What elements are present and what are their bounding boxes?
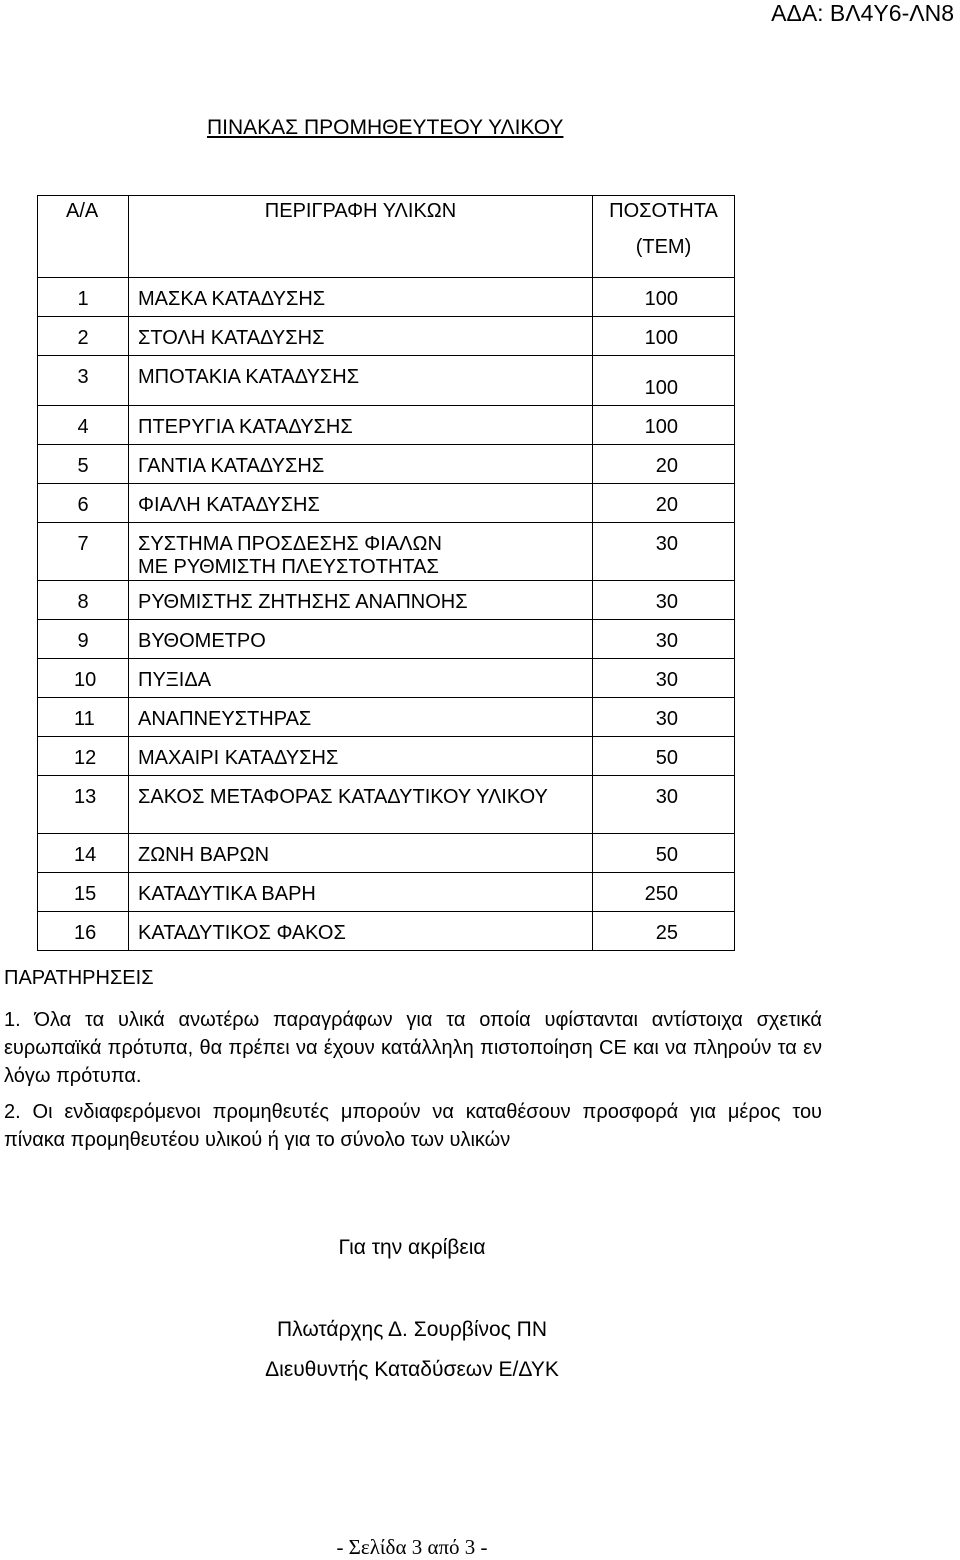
table-row bbox=[38, 356, 735, 406]
row-quantity: 30 bbox=[593, 698, 735, 737]
row-quantity: 100 bbox=[593, 356, 735, 406]
row-number: 1 bbox=[38, 278, 129, 317]
row-number: 16 bbox=[38, 912, 129, 951]
row-description: ΑΝΑΠΝΕΥΣΤΗΡΑΣ bbox=[129, 698, 593, 737]
row-quantity: 30 bbox=[593, 776, 735, 834]
row-description: ΣΑΚΟΣ ΜΕΤΑΦΟΡΑΣ ΚΑΤΑΔΥΤΙΚΟΥ ΥΛΙΚΟΥ bbox=[129, 776, 593, 834]
row-description: ΣΥΣΤΗΜΑ ΠΡΟΣΔΕΣΗΣ ΦΙΑΛΩΝ ΜΕ ΡΥΘΜΙΣΤΗ ΠΛΕΥΣΤΟΤΗΤΑΣ bbox=[129, 523, 593, 581]
row-quantity: 30 bbox=[593, 620, 735, 659]
signature-name: Πλωτάρχης Δ. Σουρβίνος ΠΝ bbox=[276, 1318, 548, 1341]
header-description: ΠΕΡΙΓΡΑΦΗ ΥΛΙΚΩΝ bbox=[129, 196, 593, 278]
row-description: ΠΥΞΙΔΑ bbox=[129, 659, 593, 698]
table-row bbox=[38, 737, 735, 776]
row-quantity: 30 bbox=[593, 581, 735, 620]
table-row bbox=[38, 659, 735, 698]
table-row bbox=[38, 278, 735, 317]
signature-certification: Για την ακρίβεια bbox=[338, 1236, 486, 1259]
table-row bbox=[38, 776, 735, 834]
header-quantity bbox=[593, 196, 735, 278]
row-description: ΒΥΘΟΜΕΤΡΟ bbox=[129, 620, 593, 659]
row-number: 5 bbox=[38, 445, 129, 484]
row-number: 14 bbox=[38, 834, 129, 873]
table-header-row bbox=[38, 196, 735, 278]
row-quantity: 250 bbox=[593, 873, 735, 912]
row-description: ΚΑΤΑΔΥΤΙΚΑ ΒΑΡΗ bbox=[129, 873, 593, 912]
table-row bbox=[38, 317, 735, 356]
row-description: ΜΑΧΑΙΡΙ ΚΑΤΑΔΥΣΗΣ bbox=[129, 737, 593, 776]
header-quantity-label: ΠΟΣΟΤΗΤΑ bbox=[609, 200, 718, 222]
row-description: ΠΤΕΡΥΓΙΑ ΚΑΤΑΔΥΣΗΣ bbox=[129, 406, 593, 445]
row-number: 8 bbox=[38, 581, 129, 620]
row-number: 15 bbox=[38, 873, 129, 912]
note-paragraph: 2. Οι ενδιαφερόμενοι προμηθευτές μπορούν να καταθέσουν προσφορά για μέρος του πίνακα προμηθευτέου υλικού ή για το σύνολο των υλικών bbox=[4, 1101, 822, 1151]
row-number: 2 bbox=[38, 317, 129, 356]
row-quantity: 50 bbox=[593, 737, 735, 776]
row-number: 12 bbox=[38, 737, 129, 776]
row-quantity: 20 bbox=[593, 445, 735, 484]
row-number: 11 bbox=[38, 698, 129, 737]
row-number: 3 bbox=[38, 356, 129, 406]
note-paragraph: 1. Όλα τα υλικά ανωτέρω παραγράφων για τα οποία υφίστανται αντίστοιχα σχετικά ευρωπαϊκά πρότυπα, θα πρέπει να έχουν κατάλληλη πιστοποίηση CE και να πληρούν τα εν λόγω πρότυπα. bbox=[4, 1009, 822, 1087]
row-number: 6 bbox=[38, 484, 129, 523]
row-description: ΦΙΑΛΗ ΚΑΤΑΔΥΣΗΣ bbox=[129, 484, 593, 523]
signature-position: Διευθυντής Καταδύσεων Ε/ΔΥΚ bbox=[265, 1358, 559, 1381]
row-number: 4 bbox=[38, 406, 129, 445]
row-quantity: 100 bbox=[593, 278, 735, 317]
materials-table bbox=[37, 195, 735, 951]
table-row bbox=[38, 620, 735, 659]
table-row bbox=[38, 445, 735, 484]
row-number: 7 bbox=[38, 523, 129, 581]
table-row bbox=[38, 834, 735, 873]
notes-title: ΠΑΡΑΤΗΡΗΣΕΙΣ bbox=[4, 967, 154, 989]
row-quantity: 100 bbox=[593, 406, 735, 445]
row-description: ΚΑΤΑΔΥΤΙΚΟΣ ΦΑΚΟΣ bbox=[129, 912, 593, 951]
row-number: 10 bbox=[38, 659, 129, 698]
row-description: ΓΑΝΤΙΑ ΚΑΤΑΔΥΣΗΣ bbox=[129, 445, 593, 484]
table-row bbox=[38, 698, 735, 737]
row-number: 9 bbox=[38, 620, 129, 659]
table-row bbox=[38, 912, 735, 951]
row-quantity: 50 bbox=[593, 834, 735, 873]
row-description: ΖΩΝΗ ΒΑΡΩΝ bbox=[129, 834, 593, 873]
header-quantity-unit: (ΤΕΜ) bbox=[635, 236, 692, 258]
row-description: ΣΤΟΛΗ ΚΑΤΑΔΥΣΗΣ bbox=[129, 317, 593, 356]
table-row bbox=[38, 406, 735, 445]
row-description: ΡΥΘΜΙΣΤΗΣ ΖΗΤΗΣΗΣ ΑΝΑΠΝΟΗΣ bbox=[129, 581, 593, 620]
row-quantity: 30 bbox=[593, 523, 735, 581]
document-title: ΠΙΝΑΚΑΣ ΠΡΟΜΗΘΕΥΤΕΟΥ ΥΛΙΚΟΥ bbox=[207, 116, 564, 139]
table-row bbox=[38, 484, 735, 523]
row-description: ΜΑΣΚΑ ΚΑΤΑΔΥΣΗΣ bbox=[129, 278, 593, 317]
row-quantity: 20 bbox=[593, 484, 735, 523]
row-quantity: 100 bbox=[593, 317, 735, 356]
row-quantity: 30 bbox=[593, 659, 735, 698]
table-row bbox=[38, 873, 735, 912]
table-row bbox=[38, 581, 735, 620]
row-description: ΜΠΟΤΑΚΙΑ ΚΑΤΑΔΥΣΗΣ bbox=[129, 356, 593, 406]
ada-code: ΑΔΑ: ΒΛ4Υ6-ΛΝ8 bbox=[771, 0, 954, 26]
page-footer: - Σελίδα 3 από 3 - bbox=[336, 1535, 488, 1559]
table-row bbox=[38, 523, 735, 581]
header-aa: Α/Α bbox=[38, 196, 129, 278]
row-number: 13 bbox=[38, 776, 129, 834]
row-quantity: 25 bbox=[593, 912, 735, 951]
